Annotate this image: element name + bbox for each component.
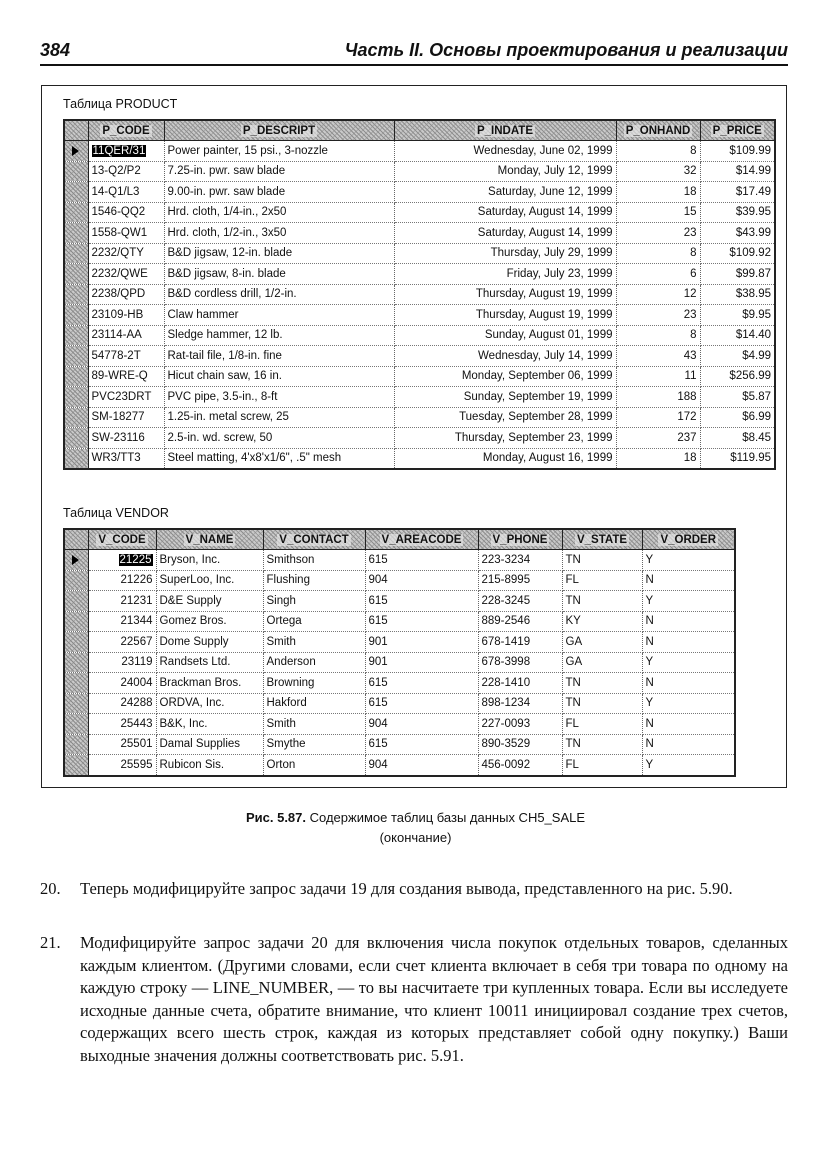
product-cell-p-price[interactable]: $109.99 bbox=[700, 141, 775, 162]
row-selector[interactable] bbox=[64, 591, 88, 612]
product-cell-p-indate[interactable]: Thursday, July 29, 1999 bbox=[394, 243, 616, 264]
product-cell-p-indate[interactable]: Monday, July 12, 1999 bbox=[394, 161, 616, 182]
product-cell-p-indate[interactable]: Saturday, August 14, 1999 bbox=[394, 202, 616, 223]
product-cell-p-price[interactable]: $5.87 bbox=[700, 387, 775, 408]
product-cell-p-onhand[interactable]: 15 bbox=[616, 202, 700, 223]
vendor-cell-v-state[interactable]: FL bbox=[562, 714, 642, 735]
row-selector[interactable] bbox=[64, 141, 88, 162]
vendor-cell-v-name[interactable]: Brackman Bros. bbox=[156, 673, 263, 694]
product-cell-p-code[interactable]: 14-Q1/L3 bbox=[88, 182, 164, 203]
product-cell-p-onhand[interactable]: 32 bbox=[616, 161, 700, 182]
product-cell-p-descript[interactable]: Hrd. cloth, 1/2-in., 3x50 bbox=[164, 223, 394, 244]
vendor-cell-v-contact[interactable]: Smith bbox=[263, 714, 365, 735]
column-header-v-code[interactable]: V_CODE bbox=[88, 529, 156, 550]
column-header-p-onhand[interactable]: P_ONHAND bbox=[616, 120, 700, 141]
column-header-v-order[interactable]: V_ORDER bbox=[642, 529, 735, 550]
vendor-cell-v-order[interactable]: Y bbox=[642, 755, 735, 776]
product-cell-p-onhand[interactable]: 6 bbox=[616, 264, 700, 285]
product-row[interactable] bbox=[64, 346, 775, 367]
product-cell-p-price[interactable]: $119.95 bbox=[700, 448, 775, 469]
product-cell-p-onhand[interactable]: 18 bbox=[616, 448, 700, 469]
vendor-cell-v-contact[interactable]: Smithson bbox=[263, 550, 365, 571]
product-cell-p-indate[interactable]: Friday, July 23, 1999 bbox=[394, 264, 616, 285]
vendor-cell-v-state[interactable]: FL bbox=[562, 570, 642, 591]
vendor-cell-v-phone[interactable]: 678-3998 bbox=[478, 652, 562, 673]
exercise-text: Теперь модифицируйте запрос задачи 19 для создания вывода, представленного на рис. 5.90. bbox=[80, 879, 733, 898]
vendor-cell-v-code[interactable]: 21226 bbox=[88, 570, 156, 591]
product-cell-p-onhand[interactable]: 237 bbox=[616, 428, 700, 449]
figure-caption-line2: (окончание) bbox=[379, 830, 452, 845]
product-cell-p-code[interactable]: 89-WRE-Q bbox=[88, 366, 164, 387]
vendor-cell-v-contact[interactable]: Smith bbox=[263, 632, 365, 653]
product-cell-p-descript[interactable]: Power painter, 15 psi., 3-nozzle bbox=[164, 141, 394, 162]
vendor-cell-v-contact[interactable]: Orton bbox=[263, 755, 365, 776]
product-cell-p-descript[interactable]: 9.00-in. pwr. saw blade bbox=[164, 182, 394, 203]
vendor-cell-v-code[interactable]: 21344 bbox=[88, 611, 156, 632]
vendor-table bbox=[63, 528, 736, 777]
vendor-cell-v-state[interactable]: TN bbox=[562, 693, 642, 714]
current-record-icon bbox=[72, 555, 79, 565]
vendor-cell-v-code[interactable]: 21225 bbox=[88, 550, 156, 571]
vendor-cell-v-order[interactable]: N bbox=[642, 611, 735, 632]
vendor-cell-v-contact[interactable]: Flushing bbox=[263, 570, 365, 591]
product-cell-p-indate[interactable]: Sunday, September 19, 1999 bbox=[394, 387, 616, 408]
product-row[interactable] bbox=[64, 182, 775, 203]
vendor-cell-v-code[interactable]: 25501 bbox=[88, 734, 156, 755]
vendor-row[interactable] bbox=[64, 714, 735, 735]
vendor-row[interactable] bbox=[64, 652, 735, 673]
vendor-cell-v-name[interactable]: B&K, Inc. bbox=[156, 714, 263, 735]
row-selector[interactable] bbox=[64, 693, 88, 714]
vendor-cell-v-areacode[interactable]: 904 bbox=[365, 714, 478, 735]
column-header-v-areacode[interactable]: V_AREACODE bbox=[365, 529, 478, 550]
vendor-table-caption: Таблица VENDOR bbox=[63, 506, 169, 520]
vendor-cell-v-state[interactable]: TN bbox=[562, 591, 642, 612]
row-selector[interactable] bbox=[64, 325, 88, 346]
product-row[interactable] bbox=[64, 284, 775, 305]
product-cell-p-onhand[interactable]: 188 bbox=[616, 387, 700, 408]
product-cell-p-code[interactable]: WR3/TT3 bbox=[88, 448, 164, 469]
column-header-p-price[interactable]: P_PRICE bbox=[700, 120, 775, 141]
chapter-title: Часть II. Основы проектирования и реализации bbox=[344, 40, 788, 60]
vendor-cell-v-areacode[interactable]: 615 bbox=[365, 673, 478, 694]
vendor-cell-v-name[interactable]: Damal Supplies bbox=[156, 734, 263, 755]
vendor-cell-v-state[interactable]: TN bbox=[562, 734, 642, 755]
product-cell-p-descript[interactable]: B&D jigsaw, 8-in. blade bbox=[164, 264, 394, 285]
vendor-cell-v-areacode[interactable]: 901 bbox=[365, 652, 478, 673]
vendor-cell-v-order[interactable]: N bbox=[642, 632, 735, 653]
vendor-cell-v-order[interactable]: Y bbox=[642, 693, 735, 714]
vendor-cell-v-state[interactable]: GA bbox=[562, 652, 642, 673]
vendor-cell-v-areacode[interactable]: 615 bbox=[365, 550, 478, 571]
vendor-cell-v-order[interactable]: Y bbox=[642, 652, 735, 673]
row-selector[interactable] bbox=[64, 734, 88, 755]
row-selector[interactable] bbox=[64, 611, 88, 632]
product-cell-p-price[interactable]: $43.99 bbox=[700, 223, 775, 244]
column-header-v-contact[interactable]: V_CONTACT bbox=[263, 529, 365, 550]
product-cell-p-onhand[interactable]: 18 bbox=[616, 182, 700, 203]
product-cell-p-indate[interactable]: Saturday, June 12, 1999 bbox=[394, 182, 616, 203]
row-selector[interactable] bbox=[64, 714, 88, 735]
vendor-cell-v-state[interactable]: FL bbox=[562, 755, 642, 776]
product-cell-p-code[interactable]: 23114-AA bbox=[88, 325, 164, 346]
product-cell-p-descript[interactable]: PVC pipe, 3.5-in., 8-ft bbox=[164, 387, 394, 408]
vendor-cell-v-phone[interactable]: 215-8995 bbox=[478, 570, 562, 591]
vendor-row[interactable] bbox=[64, 591, 735, 612]
header-rule bbox=[40, 64, 788, 66]
product-cell-p-code[interactable]: 2238/QPD bbox=[88, 284, 164, 305]
product-cell-p-price[interactable]: $38.95 bbox=[700, 284, 775, 305]
product-cell-p-onhand[interactable]: 8 bbox=[616, 325, 700, 346]
current-record-icon bbox=[72, 146, 79, 156]
figure-caption bbox=[0, 808, 831, 848]
vendor-cell-v-code[interactable]: 24004 bbox=[88, 673, 156, 694]
vendor-cell-v-phone[interactable]: 890-3529 bbox=[478, 734, 562, 755]
vendor-cell-v-order[interactable]: N bbox=[642, 714, 735, 735]
vendor-cell-v-areacode[interactable]: 615 bbox=[365, 693, 478, 714]
vendor-cell-v-phone[interactable]: 889-2546 bbox=[478, 611, 562, 632]
product-cell-p-indate[interactable]: Tuesday, September 28, 1999 bbox=[394, 407, 616, 428]
product-cell-p-descript[interactable]: B&D jigsaw, 12-in. blade bbox=[164, 243, 394, 264]
row-selector-header[interactable] bbox=[64, 529, 88, 550]
product-cell-p-price[interactable]: $6.99 bbox=[700, 407, 775, 428]
exercise-text: Модифицируйте запрос задачи 20 для включения числа покупок отдельных товаров, сделанных каждым клиентом. (Другими словами, если счет клиента включает в себя три товара по одному на каждую строку — LINE_NUMBER, — то вы насчитаете три купленных товара. Если вы исследуете исходные данные счета, обратите внимание, что клиент 10011 инициировал создание трех счетов, содержащих всего шесть строк, каждая из которых представляет собой одну покупку.) Ваши выходные значения должны соответствовать рис. 5.91. bbox=[80, 933, 788, 1065]
vendor-cell-v-areacode[interactable]: 615 bbox=[365, 591, 478, 612]
row-selector[interactable] bbox=[64, 632, 88, 653]
product-cell-p-price[interactable]: $14.99 bbox=[700, 161, 775, 182]
vendor-cell-v-areacode[interactable]: 615 bbox=[365, 734, 478, 755]
vendor-cell-v-order[interactable]: N bbox=[642, 734, 735, 755]
vendor-cell-v-code[interactable]: 23119 bbox=[88, 652, 156, 673]
vendor-cell-v-name[interactable]: Randsets Ltd. bbox=[156, 652, 263, 673]
vendor-cell-v-name[interactable]: ORDVA, Inc. bbox=[156, 693, 263, 714]
product-row[interactable] bbox=[64, 366, 775, 387]
vendor-cell-v-code[interactable]: 22567 bbox=[88, 632, 156, 653]
vendor-cell-v-name[interactable]: Rubicon Sis. bbox=[156, 755, 263, 776]
vendor-cell-v-areacode[interactable]: 904 bbox=[365, 755, 478, 776]
vendor-cell-v-areacode[interactable]: 615 bbox=[365, 611, 478, 632]
product-cell-p-code[interactable]: 11QER/31 bbox=[88, 141, 164, 162]
product-cell-p-onhand[interactable]: 12 bbox=[616, 284, 700, 305]
product-cell-p-code[interactable]: 2232/QTY bbox=[88, 243, 164, 264]
vendor-cell-v-phone[interactable]: 227-0093 bbox=[478, 714, 562, 735]
product-cell-p-indate[interactable]: Monday, August 16, 1999 bbox=[394, 448, 616, 469]
vendor-cell-v-contact[interactable]: Singh bbox=[263, 591, 365, 612]
product-cell-p-indate[interactable]: Wednesday, June 02, 1999 bbox=[394, 141, 616, 162]
page-number: 384 bbox=[40, 40, 71, 60]
product-row[interactable] bbox=[64, 305, 775, 326]
column-header-v-state[interactable]: V_STATE bbox=[562, 529, 642, 550]
product-cell-p-onhand[interactable]: 43 bbox=[616, 346, 700, 367]
vendor-cell-v-state[interactable]: KY bbox=[562, 611, 642, 632]
vendor-cell-v-state[interactable]: GA bbox=[562, 632, 642, 653]
vendor-cell-v-order[interactable]: Y bbox=[642, 550, 735, 571]
product-row[interactable] bbox=[64, 141, 775, 162]
vendor-header-row bbox=[64, 529, 735, 550]
vendor-row[interactable] bbox=[64, 632, 735, 653]
product-cell-p-code[interactable]: SW-23116 bbox=[88, 428, 164, 449]
row-selector[interactable] bbox=[64, 673, 88, 694]
vendor-cell-v-code[interactable]: 25595 bbox=[88, 755, 156, 776]
product-cell-p-code[interactable]: 2232/QWE bbox=[88, 264, 164, 285]
row-selector[interactable] bbox=[64, 407, 88, 428]
product-cell-p-indate[interactable]: Saturday, August 14, 1999 bbox=[394, 223, 616, 244]
product-cell-p-descript[interactable]: Steel matting, 4'x8'x1/6", .5" mesh bbox=[164, 448, 394, 469]
vendor-row[interactable] bbox=[64, 611, 735, 632]
row-selector[interactable] bbox=[64, 284, 88, 305]
product-cell-p-indate[interactable]: Thursday, September 23, 1999 bbox=[394, 428, 616, 449]
product-cell-p-price[interactable]: $99.87 bbox=[700, 264, 775, 285]
figure-caption-text: Содержимое таблиц базы данных CH5_SALE bbox=[309, 810, 586, 825]
product-cell-p-price[interactable]: $8.45 bbox=[700, 428, 775, 449]
row-selector[interactable] bbox=[64, 570, 88, 591]
product-cell-p-code[interactable]: 13-Q2/P2 bbox=[88, 161, 164, 182]
product-row[interactable] bbox=[64, 161, 775, 182]
product-cell-p-descript[interactable]: B&D cordless drill, 1/2-in. bbox=[164, 284, 394, 305]
row-selector[interactable] bbox=[64, 161, 88, 182]
vendor-cell-v-phone[interactable]: 228-1410 bbox=[478, 673, 562, 694]
row-selector[interactable] bbox=[64, 448, 88, 469]
column-header-v-name[interactable]: V_NAME bbox=[156, 529, 263, 550]
vendor-cell-v-name[interactable]: Gomez Bros. bbox=[156, 611, 263, 632]
vendor-row[interactable] bbox=[64, 570, 735, 591]
vendor-cell-v-code[interactable]: 25443 bbox=[88, 714, 156, 735]
product-cell-p-onhand[interactable]: 172 bbox=[616, 407, 700, 428]
product-cell-p-price[interactable]: $17.49 bbox=[700, 182, 775, 203]
product-cell-p-code[interactable]: 1558-QW1 bbox=[88, 223, 164, 244]
product-row[interactable] bbox=[64, 325, 775, 346]
row-selector[interactable] bbox=[64, 223, 88, 244]
product-cell-p-descript[interactable]: 1.25-in. metal screw, 25 bbox=[164, 407, 394, 428]
vendor-cell-v-order[interactable]: Y bbox=[642, 591, 735, 612]
product-cell-p-indate[interactable]: Thursday, August 19, 1999 bbox=[394, 284, 616, 305]
row-selector[interactable] bbox=[64, 755, 88, 776]
product-cell-p-price[interactable]: $256.99 bbox=[700, 366, 775, 387]
vendor-cell-v-areacode[interactable]: 904 bbox=[365, 570, 478, 591]
product-cell-p-descript[interactable]: Hicut chain saw, 16 in. bbox=[164, 366, 394, 387]
vendor-cell-v-code[interactable]: 21231 bbox=[88, 591, 156, 612]
column-header-p-descript[interactable]: P_DESCRIPT bbox=[164, 120, 394, 141]
row-selector[interactable] bbox=[64, 652, 88, 673]
figure-caption-label: Рис. 5.87. bbox=[245, 810, 306, 825]
vendor-row[interactable] bbox=[64, 734, 735, 755]
vendor-cell-v-phone[interactable]: 456-0092 bbox=[478, 755, 562, 776]
row-selector[interactable] bbox=[64, 346, 88, 367]
product-cell-p-indate[interactable]: Thursday, August 19, 1999 bbox=[394, 305, 616, 326]
vendor-cell-v-order[interactable]: N bbox=[642, 570, 735, 591]
product-row[interactable] bbox=[64, 202, 775, 223]
product-cell-p-price[interactable]: $14.40 bbox=[700, 325, 775, 346]
product-cell-p-code[interactable]: PVC23DRT bbox=[88, 387, 164, 408]
page-header bbox=[40, 40, 788, 64]
product-row[interactable] bbox=[64, 264, 775, 285]
vendor-cell-v-code[interactable]: 24288 bbox=[88, 693, 156, 714]
product-table-caption: Таблица PRODUCT bbox=[63, 97, 178, 111]
vendor-cell-v-phone[interactable]: 223-3234 bbox=[478, 550, 562, 571]
product-row[interactable] bbox=[64, 448, 775, 469]
vendor-cell-v-contact[interactable]: Hakford bbox=[263, 693, 365, 714]
product-row[interactable] bbox=[64, 387, 775, 408]
column-header-p-code[interactable]: P_CODE bbox=[88, 120, 164, 141]
row-selector[interactable] bbox=[64, 428, 88, 449]
product-table bbox=[63, 119, 776, 470]
vendor-cell-v-state[interactable]: TN bbox=[562, 550, 642, 571]
vendor-cell-v-order[interactable]: N bbox=[642, 673, 735, 694]
vendor-cell-v-name[interactable]: Bryson, Inc. bbox=[156, 550, 263, 571]
column-header-p-indate[interactable]: P_INDATE bbox=[394, 120, 616, 141]
exercise-20 bbox=[40, 878, 788, 901]
exercise-number: 20. bbox=[40, 879, 61, 898]
product-cell-p-onhand[interactable]: 23 bbox=[616, 305, 700, 326]
product-cell-p-descript[interactable]: Rat-tail file, 1/8-in. fine bbox=[164, 346, 394, 367]
vendor-cell-v-contact[interactable]: Smythe bbox=[263, 734, 365, 755]
product-cell-p-onhand[interactable]: 8 bbox=[616, 141, 700, 162]
product-cell-p-code[interactable]: 54778-2T bbox=[88, 346, 164, 367]
vendor-cell-v-phone[interactable]: 678-1419 bbox=[478, 632, 562, 653]
product-header-row bbox=[64, 120, 775, 141]
product-cell-p-price[interactable]: $39.95 bbox=[700, 202, 775, 223]
row-selector[interactable] bbox=[64, 366, 88, 387]
vendor-cell-v-contact[interactable]: Anderson bbox=[263, 652, 365, 673]
exercise-number: 21. bbox=[40, 933, 61, 952]
product-cell-p-code[interactable]: 23109-HB bbox=[88, 305, 164, 326]
row-selector[interactable] bbox=[64, 305, 88, 326]
product-cell-p-indate[interactable]: Sunday, August 01, 1999 bbox=[394, 325, 616, 346]
row-selector[interactable] bbox=[64, 202, 88, 223]
product-cell-p-code[interactable]: SM-18277 bbox=[88, 407, 164, 428]
product-cell-p-price[interactable]: $109.92 bbox=[700, 243, 775, 264]
row-selector[interactable] bbox=[64, 550, 88, 571]
product-cell-p-descript[interactable]: Sledge hammer, 12 lb. bbox=[164, 325, 394, 346]
product-cell-p-descript[interactable]: 2.5-in. wd. screw, 50 bbox=[164, 428, 394, 449]
product-cell-p-indate[interactable]: Wednesday, July 14, 1999 bbox=[394, 346, 616, 367]
row-selector[interactable] bbox=[64, 243, 88, 264]
vendor-cell-v-state[interactable]: TN bbox=[562, 673, 642, 694]
row-selector[interactable] bbox=[64, 387, 88, 408]
product-cell-p-descript[interactable]: Hrd. cloth, 1/4-in., 2x50 bbox=[164, 202, 394, 223]
product-cell-p-onhand[interactable]: 23 bbox=[616, 223, 700, 244]
product-cell-p-onhand[interactable]: 8 bbox=[616, 243, 700, 264]
vendor-row[interactable] bbox=[64, 755, 735, 776]
vendor-cell-v-name[interactable]: SuperLoo, Inc. bbox=[156, 570, 263, 591]
product-cell-p-price[interactable]: $9.95 bbox=[700, 305, 775, 326]
vendor-row[interactable] bbox=[64, 550, 735, 571]
product-cell-p-indate[interactable]: Monday, September 06, 1999 bbox=[394, 366, 616, 387]
vendor-row[interactable] bbox=[64, 673, 735, 694]
row-selector-header[interactable] bbox=[64, 120, 88, 141]
product-cell-p-onhand[interactable]: 11 bbox=[616, 366, 700, 387]
vendor-row[interactable] bbox=[64, 693, 735, 714]
column-header-v-phone[interactable]: V_PHONE bbox=[478, 529, 562, 550]
product-row[interactable] bbox=[64, 243, 775, 264]
vendor-cell-v-name[interactable]: Dome Supply bbox=[156, 632, 263, 653]
vendor-cell-v-areacode[interactable]: 901 bbox=[365, 632, 478, 653]
product-cell-p-descript[interactable]: Claw hammer bbox=[164, 305, 394, 326]
product-row[interactable] bbox=[64, 223, 775, 244]
product-row[interactable] bbox=[64, 407, 775, 428]
vendor-cell-v-phone[interactable]: 228-3245 bbox=[478, 591, 562, 612]
vendor-cell-v-name[interactable]: D&E Supply bbox=[156, 591, 263, 612]
exercise-21 bbox=[40, 932, 788, 1067]
product-cell-p-code[interactable]: 1546-QQ2 bbox=[88, 202, 164, 223]
vendor-cell-v-contact[interactable]: Ortega bbox=[263, 611, 365, 632]
vendor-cell-v-phone[interactable]: 898-1234 bbox=[478, 693, 562, 714]
product-row[interactable] bbox=[64, 428, 775, 449]
row-selector[interactable] bbox=[64, 182, 88, 203]
product-cell-p-descript[interactable]: 7.25-in. pwr. saw blade bbox=[164, 161, 394, 182]
vendor-cell-v-contact[interactable]: Browning bbox=[263, 673, 365, 694]
product-cell-p-price[interactable]: $4.99 bbox=[700, 346, 775, 367]
row-selector[interactable] bbox=[64, 264, 88, 285]
